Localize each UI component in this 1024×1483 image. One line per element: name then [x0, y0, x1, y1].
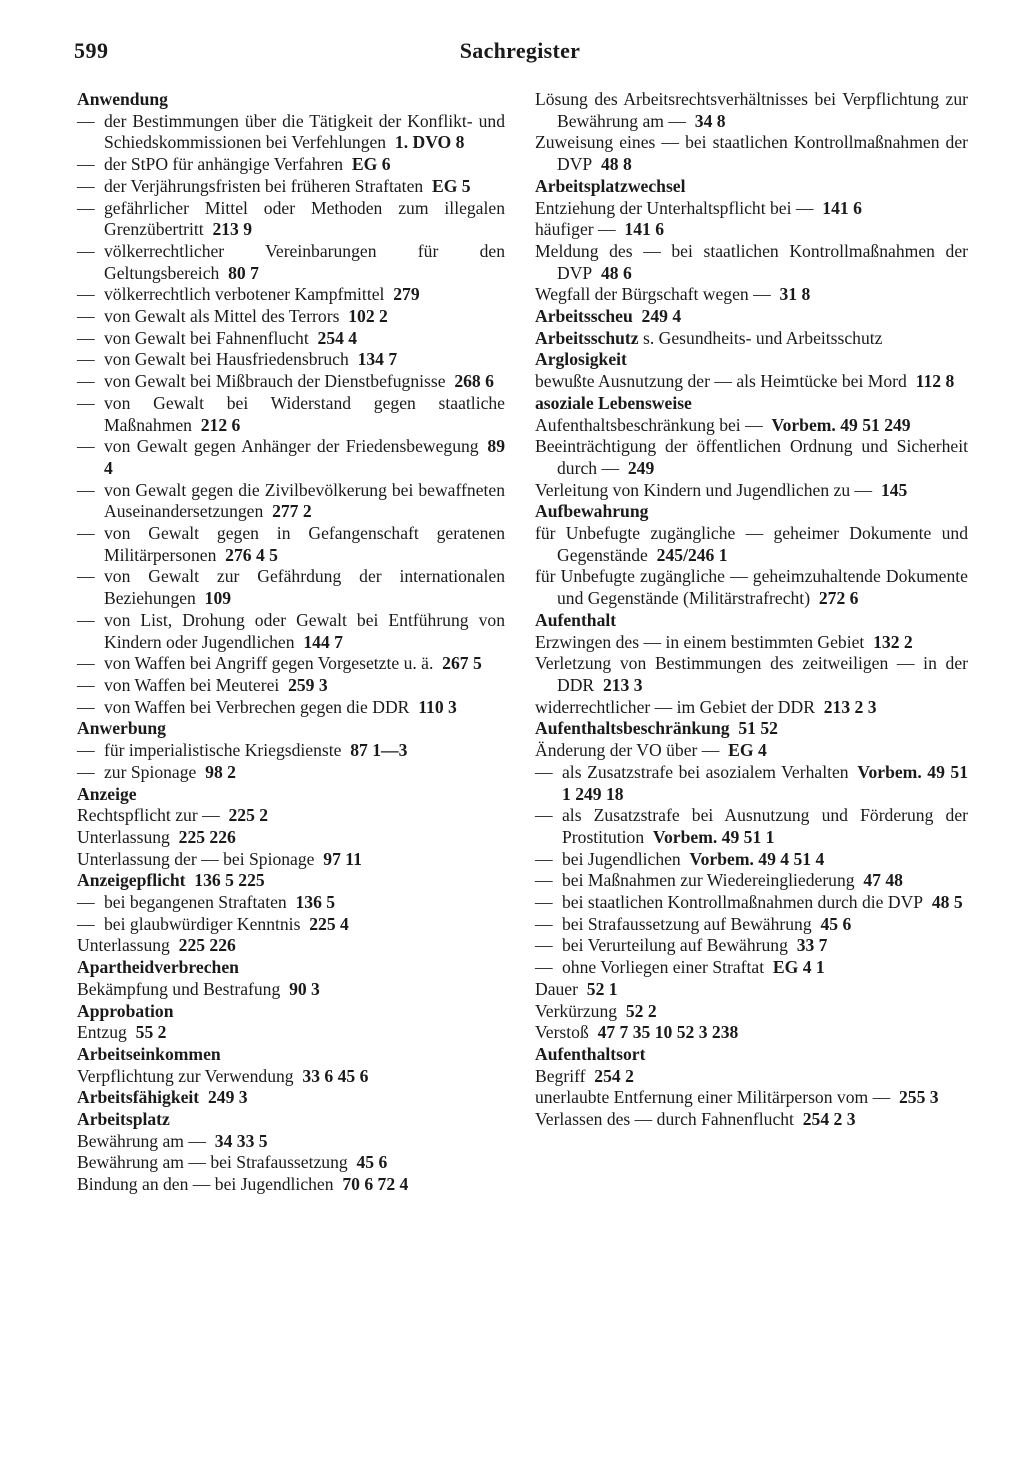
headword-text: Arbeitsfähigkeit: [77, 1087, 200, 1108]
paragraph-reference: 145: [880, 479, 908, 500]
paragraph-reference: 102 2: [348, 306, 388, 327]
index-subentry: [77, 762, 505, 784]
paragraph-reference: 110 3: [418, 696, 457, 717]
paragraph-reference: 45 6: [356, 1152, 388, 1173]
paragraph-reference: 141 6: [822, 197, 862, 218]
entry-text: der Bestimmungen über die Tätigkeit der Konflikt- und Schiedskommissionen bei Verfehlungen: [104, 110, 505, 153]
entry-dash: —: [535, 805, 553, 826]
index-subentry: [535, 914, 968, 936]
page-header: [74, 38, 966, 78]
entry-text: für imperialistische Kriegsdienste: [104, 740, 342, 761]
entry-text: von Gewalt gegen die Zivilbevölkerung bei bewaffneten Auseinandersetzungen: [104, 479, 505, 522]
paragraph-reference: 225 226: [178, 935, 236, 956]
entry-text: Meldung des — bei staatlichen Kontrollmaßnahmen der DVP: [535, 240, 968, 283]
index-subentry: [535, 892, 968, 914]
index-subentry: [77, 393, 505, 436]
index-entry: [77, 935, 505, 957]
index-subentry: [535, 870, 968, 892]
index-subentry: [77, 306, 505, 328]
paragraph-reference: EG 4 1: [772, 957, 825, 978]
index-subentry: [77, 328, 505, 350]
entry-text: von Waffen bei Meuterei: [104, 674, 280, 695]
paragraph-reference: Vorbem. 49 51 1 249 18: [562, 761, 968, 804]
entry-dash: —: [77, 110, 95, 131]
entry-dash: —: [535, 892, 553, 913]
entry-text: Verletzung von Bestimmungen des zeitweiligen — in der DDR: [535, 653, 968, 695]
paragraph-reference: 55 2: [135, 1022, 167, 1043]
entry-text: Erzwingen des — in einem bestimmten Gebiet: [535, 631, 865, 652]
entry-dash: —: [77, 892, 95, 913]
index-entry: [535, 697, 968, 719]
index-headword: [535, 306, 968, 328]
entry-text: von Gewalt zur Gefährdung der internationalen Beziehungen: [104, 566, 505, 609]
index-headword: [535, 176, 968, 198]
index-entry: [535, 1066, 968, 1088]
headword-text: asoziale Lebensweise: [535, 392, 692, 413]
index-subentry: [77, 675, 505, 697]
entry-text: Wegfall der Bürgschaft wegen —: [535, 284, 771, 305]
index-entry: [535, 89, 968, 132]
entry-text: Bewährung am —: [77, 1130, 206, 1151]
paragraph-reference: 268 6: [454, 371, 494, 392]
paragraph-reference: EG 4: [728, 740, 767, 761]
index-entry: [77, 827, 505, 849]
headword-text: Apartheidverbrechen: [77, 957, 239, 978]
index-subentry: [535, 805, 968, 848]
paragraph-reference: 98 2: [205, 761, 236, 782]
index-subentry: [77, 371, 505, 393]
paragraph-reference: 109: [204, 588, 232, 609]
index-subentry: [77, 111, 505, 154]
index-entry: [535, 523, 968, 566]
entry-dash: —: [77, 371, 95, 392]
paragraph-reference: 51 52: [738, 718, 778, 739]
index-headword: [77, 1044, 505, 1066]
index-subentry: [77, 566, 505, 609]
entry-text: für Unbefugte zugängliche — geheimzuhaltende Dokumente und Gegenstände (Militärstrafrecht): [535, 566, 968, 609]
entry-text: bei Strafaussetzung auf Bewährung: [562, 913, 812, 934]
entry-dash: —: [77, 349, 95, 370]
paragraph-reference: 87 1—3: [350, 740, 408, 761]
index-headword: [77, 957, 505, 979]
entry-dash: —: [535, 957, 553, 978]
entry-dash: —: [535, 761, 553, 782]
entry-text: zur Spionage: [104, 761, 197, 782]
entry-dash: —: [77, 327, 95, 348]
entry-text: Aufenthaltsbeschränkung bei —: [535, 414, 763, 435]
entry-text: Verpflichtung zur Verwendung: [77, 1065, 294, 1086]
paragraph-reference: 144 7: [303, 631, 343, 652]
entry-dash: —: [77, 653, 95, 674]
index-headword: [535, 501, 968, 523]
index-subentry: [77, 154, 505, 176]
paragraph-reference: 90 3: [289, 978, 320, 999]
entry-text: bei staatlichen Kontrollmaßnahmen durch die DVP: [562, 892, 924, 913]
index-headword: [77, 1001, 505, 1023]
headword-text: Arglosigkeit: [535, 349, 627, 370]
paragraph-reference: 52 1: [586, 978, 618, 999]
index-subentry: [77, 284, 505, 306]
entry-text: Verleitung von Kindern und Jugendlichen zu —: [535, 479, 873, 500]
index-entry: [77, 1022, 505, 1044]
paragraph-reference: 89 4: [104, 436, 505, 478]
paragraph-reference: 134 7: [357, 349, 398, 370]
paragraph-reference: 259 3: [288, 674, 328, 695]
entry-text: Zuweisung eines — bei staatlichen Kontrollmaßnahmen der DVP: [535, 132, 968, 175]
entry-text: als Zusatzstrafe bei asozialem Verhalten: [562, 761, 849, 782]
headword-text: Aufenthaltsbeschränkung: [535, 718, 730, 739]
paragraph-reference: 225 2: [228, 805, 269, 826]
paragraph-reference: 279: [393, 284, 420, 305]
index-entry: [535, 241, 968, 284]
entry-dash: —: [77, 197, 95, 218]
headword-text: Anwerbung: [77, 718, 166, 739]
entry-dash: —: [77, 154, 95, 175]
index-entry: [535, 415, 968, 437]
headword-text: Arbeitsplatzwechsel: [535, 175, 686, 196]
entry-text: Lösung des Arbeitsrechtsverhältnisses bei Verpflichtung zur Bewährung am —: [535, 89, 968, 131]
index-entry: [535, 198, 968, 220]
index-entry: [535, 436, 968, 479]
paragraph-reference: 277 2: [272, 501, 312, 522]
entry-text: unerlaubte Entfernung einer Militärperson vom —: [535, 1087, 891, 1108]
index-subentry: [535, 935, 968, 957]
index-entry: [77, 849, 505, 871]
index-entry: [535, 632, 968, 654]
entry-text: Begriff: [535, 1065, 586, 1086]
index-entry: [77, 1174, 505, 1196]
paragraph-reference: 48 5: [931, 892, 963, 913]
index-subentry: [535, 762, 968, 805]
headword-text: Approbation: [77, 1000, 174, 1021]
index-entry: [535, 371, 968, 393]
entry-text: Entzug: [77, 1022, 127, 1043]
index-entry: [535, 653, 968, 696]
entry-text: Verlassen des — durch Fahnenflucht: [535, 1109, 794, 1130]
index-entry: [535, 1022, 968, 1044]
index-entry: [535, 566, 968, 609]
index-subentry: [77, 610, 505, 653]
paragraph-reference: 1. DVO 8: [394, 132, 465, 153]
paragraph-reference: 249 4: [641, 306, 682, 327]
paragraph-reference: 267 5: [442, 653, 482, 674]
headword-text: Arbeitsschutz: [535, 327, 639, 348]
paragraph-reference: Vorbem. 49 51 1: [652, 826, 775, 847]
entry-dash: —: [77, 240, 95, 261]
index-subentry: [77, 892, 505, 914]
paragraph-reference: 132 2: [873, 631, 913, 652]
entry-text: von List, Drohung oder Gewalt bei Entführung von Kindern oder Jugendlichen: [104, 609, 505, 652]
running-title: Sachregister: [459, 38, 581, 63]
index-entry: [77, 1152, 505, 1174]
index-headword: [77, 89, 505, 111]
entry-text: Bekämpfung und Bestrafung: [77, 978, 281, 999]
headword-text: Anzeige: [77, 783, 137, 804]
entry-text: Verstoß: [535, 1022, 589, 1043]
entry-dash: —: [535, 935, 553, 956]
entry-dash: —: [77, 609, 95, 630]
index-entry: [535, 1109, 968, 1131]
entry-text: bei Jugendlichen: [562, 848, 681, 869]
paragraph-reference: 249 3: [207, 1087, 248, 1108]
entry-dash: —: [77, 392, 95, 413]
entry-text: Dauer: [535, 978, 578, 999]
index-headword: [77, 1087, 505, 1109]
entry-dash: —: [77, 761, 95, 782]
index-column-right: [535, 89, 968, 1131]
paragraph-reference: 136 5: [295, 892, 336, 913]
entry-dash: —: [77, 523, 95, 544]
entry-dash: —: [77, 284, 95, 305]
paragraph-reference: 80 7: [228, 262, 259, 283]
index-entry: [535, 480, 968, 502]
entry-text: als Zusatzstrafe bei Ausnutzung und Förderung der Prostitution: [562, 805, 968, 847]
index-subentry: [77, 349, 505, 371]
headword-text: Arbeitsplatz: [77, 1109, 170, 1130]
entry-dash: —: [77, 696, 95, 717]
entry-text: von Waffen bei Verbrechen gegen die DDR: [104, 696, 410, 717]
entry-dash: —: [77, 306, 95, 327]
entry-text: Bindung an den — bei Jugendlichen: [77, 1174, 334, 1195]
index-subentry: [77, 523, 505, 566]
index-entry: [535, 740, 968, 762]
entry-text: Unterlassung der — bei Spionage: [77, 848, 315, 869]
entry-text: von Gewalt gegen in Gefangenschaft geratenen Militärpersonen: [104, 523, 505, 565]
entry-text: ohne Vorliegen einer Straftat: [562, 957, 765, 978]
paragraph-reference: EG 5: [431, 175, 471, 196]
paragraph-reference: 272 6: [818, 588, 859, 609]
entry-text: von Gewalt gegen Anhänger der Friedensbewegung: [104, 436, 479, 457]
paragraph-reference: 254 2 3: [802, 1109, 856, 1130]
paragraph-reference: 70 6 72 4: [342, 1174, 409, 1195]
paragraph-reference: Vorbem. 49 4 51 4: [689, 848, 825, 869]
index-subentry: [535, 849, 968, 871]
headword-text: Aufbewahrung: [535, 501, 649, 522]
index-headword: [535, 718, 968, 740]
entry-text: der StPO für anhängige Verfahren: [104, 154, 344, 175]
index-headword: [535, 393, 968, 415]
entry-text: Unterlassung: [77, 826, 170, 847]
entry-text: völkerrechtlicher Vereinbarungen für den Geltungsbereich: [104, 240, 505, 283]
index-entry: [535, 284, 968, 306]
paragraph-reference: 48 6: [601, 262, 632, 283]
paragraph-reference: 97 11: [323, 848, 362, 869]
index-entry: [535, 219, 968, 241]
headword-text: Aufenthalt: [535, 609, 617, 630]
paragraph-reference: 33 6 45 6: [302, 1065, 369, 1086]
paragraph-reference: 33 7: [796, 935, 828, 956]
headword-text: Arbeitsscheu: [535, 306, 633, 327]
entry-text: bewußte Ausnutzung der — als Heimtücke bei Mord: [535, 371, 907, 392]
index-subentry: [77, 653, 505, 675]
paragraph-reference: 213 2 3: [823, 696, 877, 717]
entry-text: Rechtspflicht zur —: [77, 805, 220, 826]
paragraph-reference: 254 2: [594, 1065, 634, 1086]
entry-dash: —: [77, 479, 95, 500]
index-subentry: [77, 241, 505, 284]
index-subentry: [77, 436, 505, 479]
entry-text: von Gewalt als Mittel des Terrors: [104, 306, 340, 327]
headword-text: Anwendung: [77, 89, 168, 109]
entry-text: widerrechtlicher — im Gebiet der DDR: [535, 696, 815, 717]
entry-text: völkerrechtlich verbotener Kampfmittel: [104, 284, 385, 305]
entry-dash: —: [77, 436, 95, 457]
paragraph-reference: 112 8: [915, 371, 955, 392]
paragraph-reference: Vorbem. 49 51 249: [771, 414, 911, 435]
entry-text: bei glaubwürdiger Kenntnis: [104, 913, 301, 934]
index-headword: [77, 1109, 505, 1131]
index-column-left: [77, 89, 505, 1196]
paragraph-reference: 276 4 5: [225, 544, 278, 565]
entry-dash: —: [535, 848, 553, 869]
paragraph-reference: 48 8: [601, 154, 632, 175]
paragraph-reference: 225 4: [309, 913, 349, 934]
paragraph-reference: 213 3: [602, 674, 643, 695]
index-entry: [535, 979, 968, 1001]
headword-text: Arbeitseinkommen: [77, 1043, 221, 1064]
index-entry: [535, 1001, 968, 1023]
entry-dash: —: [535, 913, 553, 934]
paragraph-reference: 34 33 5: [214, 1130, 268, 1151]
see-reference: s. Gesundheits- und Arbeitsschutz: [643, 327, 883, 348]
entry-text: Änderung der VO über —: [535, 740, 720, 761]
index-entry: [535, 1087, 968, 1109]
paragraph-reference: 52 2: [625, 1000, 657, 1021]
paragraph-reference: 45 6: [820, 913, 852, 934]
entry-text: von Gewalt bei Fahnenflucht: [104, 327, 309, 348]
paragraph-reference: 225 226: [178, 826, 236, 847]
index-entry: [77, 1066, 505, 1088]
entry-text: Unterlassung: [77, 935, 170, 956]
entry-dash: —: [77, 566, 95, 587]
entry-dash: —: [535, 870, 553, 891]
entry-text: Bewährung am — bei Strafaussetzung: [77, 1152, 348, 1173]
paragraph-reference: 249: [627, 457, 655, 478]
entry-text: gefährlicher Mittel oder Methoden zum illegalen Grenzübertritt: [104, 197, 505, 240]
index-entry: [535, 132, 968, 175]
index-subentry: [77, 198, 505, 241]
entry-text: von Gewalt bei Hausfriedensbruch: [104, 349, 349, 370]
entry-dash: —: [77, 175, 95, 196]
headword-text: Anzeigepflicht: [77, 870, 186, 891]
paragraph-reference: 34 8: [694, 110, 726, 131]
entry-text: Verkürzung: [535, 1000, 618, 1021]
index-subentry: [77, 697, 505, 719]
index-subentry: [535, 957, 968, 979]
entry-text: bei Verurteilung auf Bewährung: [562, 935, 788, 956]
index-headword: [535, 1044, 968, 1066]
entry-text: von Waffen bei Angriff gegen Vorgesetzte u. ä.: [104, 653, 434, 674]
index-headword: [77, 870, 505, 892]
headword-text: Aufenthaltsort: [535, 1043, 646, 1064]
paragraph-reference: 212 6: [200, 414, 241, 435]
paragraph-reference: EG 6: [351, 154, 391, 175]
entry-text: häufiger —: [535, 219, 616, 240]
paragraph-reference: 141 6: [624, 219, 664, 240]
index-headword: [77, 718, 505, 740]
index-entry: [77, 979, 505, 1001]
paragraph-reference: 255 3: [899, 1087, 939, 1108]
entry-dash: —: [77, 674, 95, 695]
entry-text: von Gewalt bei Widerstand gegen staatliche Maßnahmen: [104, 392, 505, 435]
paragraph-reference: 136 5 225: [194, 870, 265, 891]
paragraph-reference: 213 9: [212, 219, 253, 240]
paragraph-reference: 31 8: [779, 284, 811, 305]
entry-dash: —: [77, 913, 95, 934]
entry-text: Entziehung der Unterhaltspflicht bei —: [535, 197, 814, 218]
entry-text: von Gewalt bei Mißbrauch der Dienstbefugnisse: [104, 371, 446, 392]
entry-text: für Unbefugte zugängliche — geheimer Dokumente und Gegenstände: [535, 523, 968, 565]
page-number: 599: [74, 38, 109, 63]
entry-text: bei begangenen Straftaten: [104, 892, 287, 913]
paragraph-reference: 47 7 35 10 52 3 238: [597, 1022, 739, 1043]
index-subentry: [77, 914, 505, 936]
paragraph-reference: 245/246 1: [656, 544, 728, 565]
index-subentry: [77, 176, 505, 198]
index-subentry: [77, 480, 505, 523]
index-headword: [535, 349, 968, 371]
entry-dash: —: [77, 740, 95, 761]
entry-text: bei Maßnahmen zur Wiedereingliederung: [562, 870, 855, 891]
entry-text: Beeinträchtigung der öffentlichen Ordnung und Sicherheit durch —: [535, 436, 968, 478]
entry-text: der Verjährungsfristen bei früheren Straftaten: [104, 175, 424, 196]
index-subentry: [77, 740, 505, 762]
index-headword: [535, 328, 968, 350]
paragraph-reference: 47 48: [863, 870, 903, 891]
index-headword: [535, 610, 968, 632]
index-entry: [77, 805, 505, 827]
index-entry: [77, 1131, 505, 1153]
paragraph-reference: 254 4: [317, 327, 358, 348]
index-headword: [77, 784, 505, 806]
